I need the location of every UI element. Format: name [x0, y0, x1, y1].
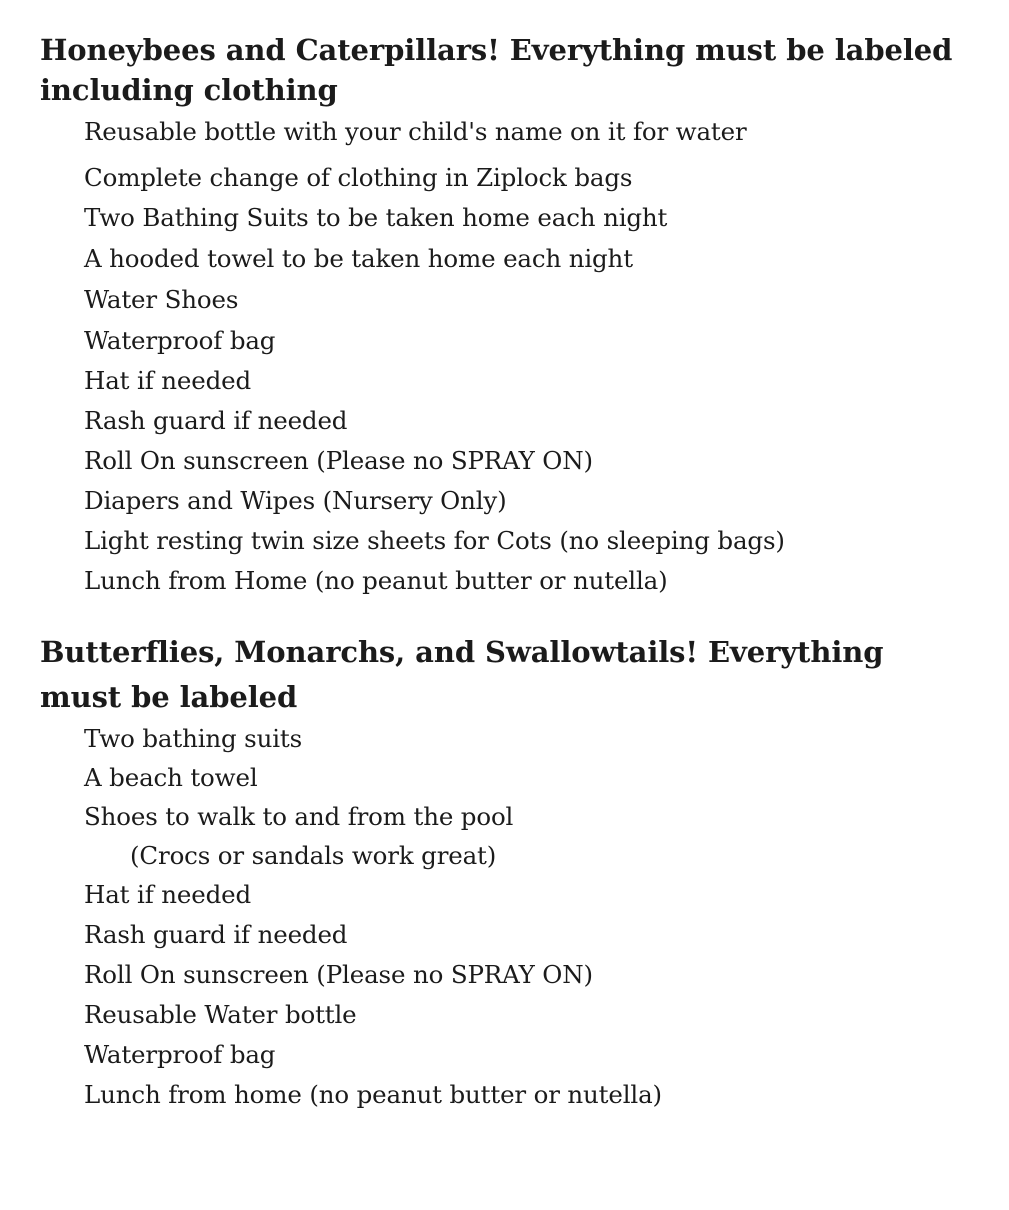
list-item: A beach towel — [84, 763, 258, 792]
list-item: Light resting twin size sheets for Cots (no sleeping bags) — [84, 526, 785, 555]
heading-line: Honeybees and Caterpillars! Everything must be labeled — [40, 33, 953, 67]
section-heading-honeybees-caterpillars — [40, 30, 952, 110]
list-item: Water Shoes — [84, 285, 239, 314]
butterflies-supply-list — [84, 719, 662, 1115]
honeybees-supply-list — [84, 112, 785, 601]
heading-line: must be labeled — [40, 680, 298, 714]
list-item: Rash guard if needed — [84, 406, 348, 435]
heading-line: including clothing — [40, 73, 338, 107]
section-heading-butterflies-monarchs-swallowtails — [40, 630, 883, 720]
list-item: Reusable Water bottle — [84, 1000, 357, 1029]
list-item: Waterproof bag — [84, 326, 276, 355]
list-item: Two bathing suits — [84, 724, 303, 753]
list-item: Hat if needed — [84, 366, 251, 395]
list-item: Roll On sunscreen (Please no SPRAY ON) — [84, 446, 593, 475]
list-item: Lunch from Home (no peanut butter or nutella) — [84, 566, 668, 595]
list-item: Shoes to walk to and from the pool — [84, 802, 514, 831]
list-item: Complete change of clothing in Ziplock bags — [84, 163, 633, 192]
list-item: Two Bathing Suits to be taken home each night — [84, 203, 668, 232]
list-item: Diapers and Wipes (Nursery Only) — [84, 486, 507, 515]
list-item: A hooded towel to be taken home each night — [84, 244, 633, 273]
list-item: Reusable bottle with your child's name on it for water — [84, 117, 747, 146]
heading-line: Butterflies, Monarchs, and Swallowtails! Everything — [40, 635, 884, 669]
list-item: Rash guard if needed — [84, 920, 348, 949]
list-item: Waterproof bag — [84, 1040, 276, 1069]
list-item: Roll On sunscreen (Please no SPRAY ON) — [84, 960, 593, 989]
list-item: Hat if needed — [84, 880, 251, 909]
list-item: Lunch from home (no peanut butter or nutella) — [84, 1080, 662, 1109]
list-item-note: (Crocs or sandals work great) — [130, 841, 497, 870]
